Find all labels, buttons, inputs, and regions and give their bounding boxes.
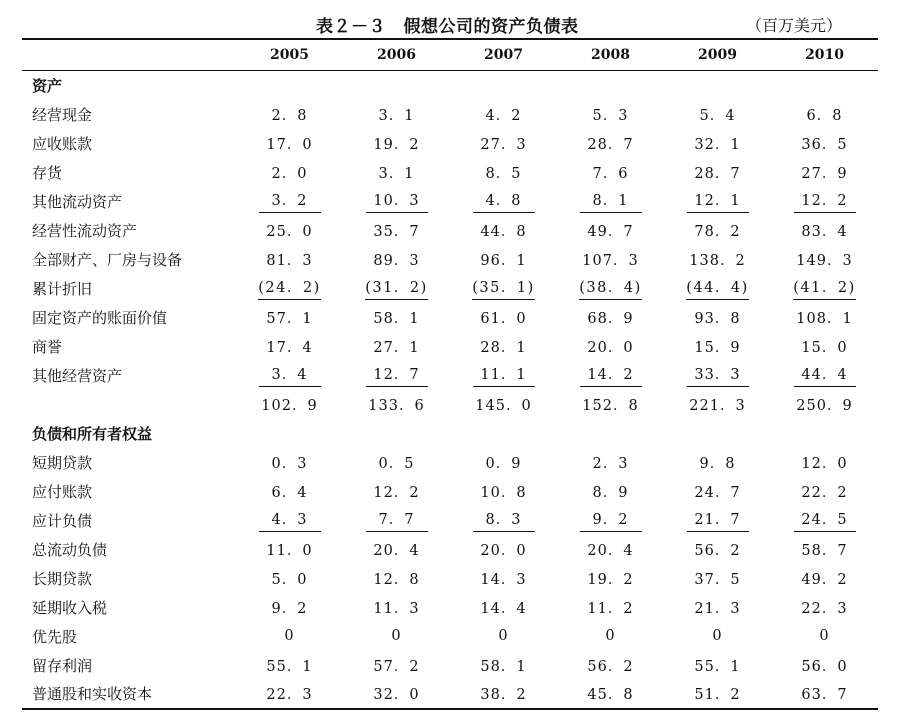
value-cell — [664, 100, 771, 129]
value-cell — [236, 390, 343, 419]
value-cell — [343, 303, 450, 332]
value-text: 0 — [498, 628, 509, 644]
value-cell — [771, 158, 878, 187]
value-cell — [664, 651, 771, 680]
value-cell — [771, 564, 878, 593]
value-text: 8．1 — [580, 189, 642, 213]
value-text: 58．1 — [480, 658, 527, 675]
value-cell — [343, 477, 450, 506]
value-cell — [343, 651, 450, 680]
value-cell — [557, 477, 664, 506]
value-text: (38．4) — [579, 276, 642, 300]
value-cell — [450, 477, 557, 506]
value-cell — [236, 535, 343, 564]
value-text: 2．8 — [271, 107, 308, 124]
value-cell — [450, 361, 557, 390]
value-text: 35．7 — [373, 223, 420, 240]
value-cell — [771, 448, 878, 477]
value-cell — [771, 303, 878, 332]
value-text: 3．2 — [259, 189, 321, 213]
value-cell — [557, 129, 664, 158]
value-text: 0．5 — [378, 455, 415, 472]
value-cell — [557, 564, 664, 593]
value-text: 68．9 — [587, 310, 634, 327]
value-cell — [771, 245, 878, 274]
header-label-cell — [22, 39, 236, 71]
value-text: 27．9 — [801, 165, 848, 182]
table-row — [22, 390, 878, 419]
value-text: 57．1 — [266, 310, 313, 327]
year-header-3: 2008 — [557, 39, 664, 71]
value-text: 58．1 — [373, 310, 420, 327]
value-cell — [450, 390, 557, 419]
value-cell — [236, 651, 343, 680]
section-title: 负债和所有者权益 — [32, 424, 153, 443]
row-label: 存货 — [32, 163, 63, 182]
value-text: 32．1 — [694, 136, 741, 153]
value-cell — [450, 303, 557, 332]
value-text: 12．2 — [794, 189, 856, 213]
value-text: 9．2 — [271, 600, 308, 617]
value-cell — [450, 448, 557, 477]
value-text: 12．7 — [366, 363, 428, 387]
value-text: 22．3 — [801, 600, 848, 617]
value-cell — [343, 506, 450, 535]
value-cell — [557, 622, 664, 651]
value-text: (31．2) — [365, 276, 428, 300]
value-text: 7．7 — [366, 508, 428, 532]
row-label: 总流动负债 — [32, 540, 108, 559]
year-header-5: 2010 — [771, 39, 878, 71]
value-text: 10．8 — [480, 484, 527, 501]
value-cell — [771, 680, 878, 709]
row-label: 应计负债 — [32, 511, 93, 530]
value-text: 3．1 — [378, 107, 415, 124]
value-cell — [771, 274, 878, 303]
value-cell — [343, 680, 450, 709]
table-row — [22, 158, 878, 187]
row-label — [22, 390, 236, 419]
value-cell — [664, 593, 771, 622]
value-text: 4．3 — [259, 508, 321, 532]
value-cell — [771, 477, 878, 506]
value-cell — [236, 216, 343, 245]
value-text: 250．9 — [796, 397, 853, 414]
value-text: 24．7 — [694, 484, 741, 501]
value-cell — [236, 593, 343, 622]
value-text: 3．1 — [378, 165, 415, 182]
value-cell — [236, 477, 343, 506]
row-label: 固定资产的账面价值 — [32, 308, 168, 327]
value-cell — [664, 361, 771, 390]
value-cell — [771, 100, 878, 129]
value-cell — [343, 535, 450, 564]
value-text: 19．2 — [373, 136, 420, 153]
value-cell — [557, 651, 664, 680]
value-text: 5．0 — [271, 571, 308, 588]
value-cell — [664, 448, 771, 477]
value-cell — [450, 332, 557, 361]
value-text: 28．7 — [587, 136, 634, 153]
value-text: 93．8 — [694, 310, 741, 327]
value-cell — [450, 535, 557, 564]
value-cell — [343, 593, 450, 622]
header-row — [22, 39, 878, 71]
value-cell — [664, 622, 771, 651]
year-header-2: 2007 — [450, 39, 557, 71]
value-text: 11．1 — [473, 363, 535, 387]
value-text: 17．0 — [266, 136, 313, 153]
value-text: 9．8 — [699, 455, 736, 472]
table-row — [22, 332, 878, 361]
table-body — [22, 71, 878, 709]
table-row — [22, 274, 878, 303]
value-cell — [343, 129, 450, 158]
value-text: 11．2 — [587, 600, 634, 617]
value-cell — [771, 187, 878, 216]
value-cell — [236, 680, 343, 709]
value-text: 15．9 — [694, 339, 741, 356]
value-cell — [450, 129, 557, 158]
value-cell — [557, 100, 664, 129]
value-cell — [557, 390, 664, 419]
value-cell — [664, 274, 771, 303]
section-header-row — [22, 71, 878, 100]
value-cell — [664, 506, 771, 535]
table-row — [22, 187, 878, 216]
row-label: 经营性流动资产 — [32, 221, 138, 240]
row-label: 延期收入税 — [32, 598, 108, 617]
value-text: 11．3 — [373, 600, 420, 617]
row-label: 优先股 — [32, 627, 78, 646]
value-cell — [664, 158, 771, 187]
year-header-0: 2005 — [236, 39, 343, 71]
value-text: 10．3 — [366, 189, 428, 213]
value-text: 15．0 — [801, 339, 848, 356]
table-row — [22, 245, 878, 274]
value-text: 0 — [391, 628, 402, 644]
section-header-row — [22, 419, 878, 448]
table-row — [22, 680, 878, 709]
value-cell — [557, 332, 664, 361]
value-text: 19．2 — [587, 571, 634, 588]
value-text: (41．2) — [793, 276, 856, 300]
value-text: 14．4 — [480, 600, 527, 617]
value-text: 12．0 — [801, 455, 848, 472]
value-text: 22．2 — [801, 484, 848, 501]
value-text: 17．4 — [266, 339, 313, 356]
value-text: 4．2 — [485, 107, 522, 124]
value-text: (24．2) — [258, 276, 321, 300]
unit-label: （百万美元） — [745, 16, 842, 35]
row-label: 短期贷款 — [32, 453, 93, 472]
table-row — [22, 100, 878, 129]
value-cell — [343, 390, 450, 419]
value-cell — [343, 622, 450, 651]
value-text: 5．3 — [592, 107, 629, 124]
row-label: 应收账款 — [32, 134, 93, 153]
value-cell — [236, 245, 343, 274]
value-text: 22．3 — [266, 687, 313, 703]
value-text: 45．8 — [587, 687, 634, 703]
value-text: 21．7 — [687, 508, 749, 532]
value-text: 27．3 — [480, 136, 527, 153]
value-cell — [771, 535, 878, 564]
value-cell — [343, 245, 450, 274]
value-text: 44．8 — [480, 223, 527, 240]
value-cell — [236, 332, 343, 361]
value-text: 14．3 — [480, 571, 527, 588]
table-row — [22, 448, 878, 477]
value-text: 78．2 — [694, 223, 741, 240]
table-row — [22, 216, 878, 245]
value-cell — [450, 622, 557, 651]
row-label: 商誉 — [32, 337, 63, 356]
value-text: 0．9 — [485, 455, 522, 472]
value-cell — [450, 564, 557, 593]
value-cell — [236, 448, 343, 477]
value-text: 55．1 — [694, 658, 741, 675]
value-cell — [236, 187, 343, 216]
row-label: 留存利润 — [32, 656, 93, 675]
value-cell — [557, 593, 664, 622]
value-text: 56．0 — [801, 658, 848, 675]
value-text: 11．0 — [266, 542, 313, 559]
value-cell — [557, 158, 664, 187]
value-cell — [236, 506, 343, 535]
value-text: 63．7 — [801, 687, 848, 703]
value-cell — [450, 187, 557, 216]
value-cell — [771, 390, 878, 419]
table-title: 表２－３ 假想公司的资产负债表 — [316, 17, 579, 37]
value-text: (35．1) — [472, 276, 535, 300]
value-cell — [664, 187, 771, 216]
table-row — [22, 361, 878, 390]
value-text: (44．4) — [686, 276, 749, 300]
value-cell — [343, 216, 450, 245]
value-cell — [664, 303, 771, 332]
value-text: 2．0 — [271, 165, 308, 182]
value-text: 133．6 — [368, 397, 425, 414]
value-cell — [771, 129, 878, 158]
value-cell — [236, 274, 343, 303]
value-cell — [343, 100, 450, 129]
table-header — [22, 39, 878, 71]
value-cell — [450, 158, 557, 187]
value-cell — [343, 564, 450, 593]
value-text: 27．1 — [373, 339, 420, 356]
value-cell — [664, 245, 771, 274]
value-text: 24．5 — [794, 508, 856, 532]
value-text: 44．4 — [794, 363, 856, 387]
value-text: 49．2 — [801, 571, 848, 588]
table-row — [22, 506, 878, 535]
value-text: 56．2 — [587, 658, 634, 675]
year-header-1: 2006 — [343, 39, 450, 71]
value-text: 107．3 — [582, 252, 639, 269]
value-text: 55．1 — [266, 658, 313, 675]
value-cell — [557, 216, 664, 245]
value-text: 152．8 — [582, 397, 639, 414]
value-text: 33．3 — [687, 363, 749, 387]
row-label: 其他流动资产 — [32, 192, 123, 211]
value-text: 28．1 — [480, 339, 527, 356]
value-cell — [236, 158, 343, 187]
table-row — [22, 622, 878, 651]
value-cell — [343, 448, 450, 477]
value-text: 14．2 — [580, 363, 642, 387]
value-text: 8．5 — [485, 165, 522, 182]
value-cell — [343, 187, 450, 216]
value-cell — [450, 216, 557, 245]
value-cell — [664, 535, 771, 564]
value-text: 83．4 — [801, 223, 848, 240]
value-cell — [771, 216, 878, 245]
value-text: 38．2 — [480, 687, 527, 703]
value-cell — [557, 245, 664, 274]
row-label: 长期贷款 — [32, 569, 93, 588]
value-cell — [236, 622, 343, 651]
value-cell — [557, 303, 664, 332]
value-text: 20．0 — [480, 542, 527, 559]
table-row — [22, 593, 878, 622]
value-cell — [343, 274, 450, 303]
table-row — [22, 129, 878, 158]
value-cell — [236, 100, 343, 129]
value-text: 2．3 — [592, 455, 629, 472]
value-cell — [450, 651, 557, 680]
row-label: 应付账款 — [32, 482, 93, 501]
value-text: 12．8 — [373, 571, 420, 588]
value-cell — [664, 564, 771, 593]
value-text: 58．7 — [801, 542, 848, 559]
value-cell — [664, 390, 771, 419]
value-text: 108．1 — [796, 310, 853, 327]
value-cell — [664, 680, 771, 709]
value-cell — [771, 506, 878, 535]
value-text: 28．7 — [694, 165, 741, 182]
value-text: 81．3 — [266, 252, 313, 269]
value-text: 20．4 — [587, 542, 634, 559]
section-title: 资产 — [32, 76, 63, 95]
value-text: 8．9 — [592, 484, 629, 501]
value-text: 7．6 — [592, 165, 629, 182]
value-text: 8．3 — [473, 508, 535, 532]
table-row — [22, 303, 878, 332]
value-text: 56．2 — [694, 542, 741, 559]
table-row — [22, 564, 878, 593]
balance-sheet-table — [22, 38, 878, 710]
value-cell — [343, 332, 450, 361]
row-label: 经营现金 — [32, 105, 93, 124]
value-cell — [557, 680, 664, 709]
value-text: 21．3 — [694, 600, 741, 617]
value-cell — [450, 506, 557, 535]
value-cell — [664, 477, 771, 506]
value-text: 102．9 — [261, 397, 318, 414]
value-cell — [771, 622, 878, 651]
value-text: 5．4 — [699, 107, 736, 124]
value-cell — [450, 100, 557, 129]
value-text: 36．5 — [801, 136, 848, 153]
value-text: 4．8 — [473, 189, 535, 213]
value-text: 25．0 — [266, 223, 313, 240]
value-cell — [771, 332, 878, 361]
row-label: 累计折旧 — [32, 279, 93, 298]
value-cell — [557, 506, 664, 535]
value-cell — [771, 361, 878, 390]
value-text: 61．0 — [480, 310, 527, 327]
value-cell — [771, 593, 878, 622]
value-cell — [236, 303, 343, 332]
value-cell — [450, 245, 557, 274]
table-row — [22, 651, 878, 680]
value-text: 0 — [284, 628, 295, 644]
value-text: 0 — [712, 628, 723, 644]
table-row — [22, 535, 878, 564]
value-text: 0．3 — [271, 455, 308, 472]
row-label: 全部财产、厂房与设备 — [32, 250, 183, 269]
value-text: 0 — [819, 628, 830, 644]
value-cell — [557, 535, 664, 564]
row-label: 普通股和实收资本 — [22, 680, 236, 709]
value-cell — [450, 680, 557, 709]
value-cell — [557, 187, 664, 216]
value-cell — [236, 564, 343, 593]
value-cell — [236, 361, 343, 390]
value-text: 145．0 — [475, 397, 532, 414]
year-header-4: 2009 — [664, 39, 771, 71]
value-text: 96．1 — [480, 252, 527, 269]
value-text: 12．2 — [373, 484, 420, 501]
value-text: 37．5 — [694, 571, 741, 588]
value-cell — [557, 448, 664, 477]
value-cell — [771, 651, 878, 680]
title-row — [0, 8, 898, 38]
value-text: 149．3 — [796, 252, 853, 269]
value-text: 12．1 — [687, 189, 749, 213]
value-cell — [450, 274, 557, 303]
value-text: 57．2 — [373, 658, 420, 675]
value-text: 138．2 — [689, 252, 746, 269]
value-text: 20．4 — [373, 542, 420, 559]
value-text: 89．3 — [373, 252, 420, 269]
value-text: 221．3 — [689, 397, 746, 414]
value-cell — [664, 129, 771, 158]
value-cell — [664, 216, 771, 245]
table-row — [22, 477, 878, 506]
value-cell — [343, 158, 450, 187]
value-text: 20．0 — [587, 339, 634, 356]
value-cell — [450, 593, 557, 622]
value-cell — [557, 361, 664, 390]
row-label: 其他经营资产 — [32, 366, 123, 385]
value-text: 6．4 — [271, 484, 308, 501]
value-text: 6．8 — [806, 107, 843, 124]
value-cell — [664, 332, 771, 361]
value-cell — [343, 361, 450, 390]
value-cell — [557, 274, 664, 303]
value-cell — [236, 129, 343, 158]
value-text: 49．7 — [587, 223, 634, 240]
value-text: 51．2 — [694, 687, 741, 703]
value-text: 9．2 — [580, 508, 642, 532]
value-text: 32．0 — [373, 687, 420, 703]
value-text: 0 — [605, 628, 616, 644]
value-text: 3．4 — [259, 363, 321, 387]
